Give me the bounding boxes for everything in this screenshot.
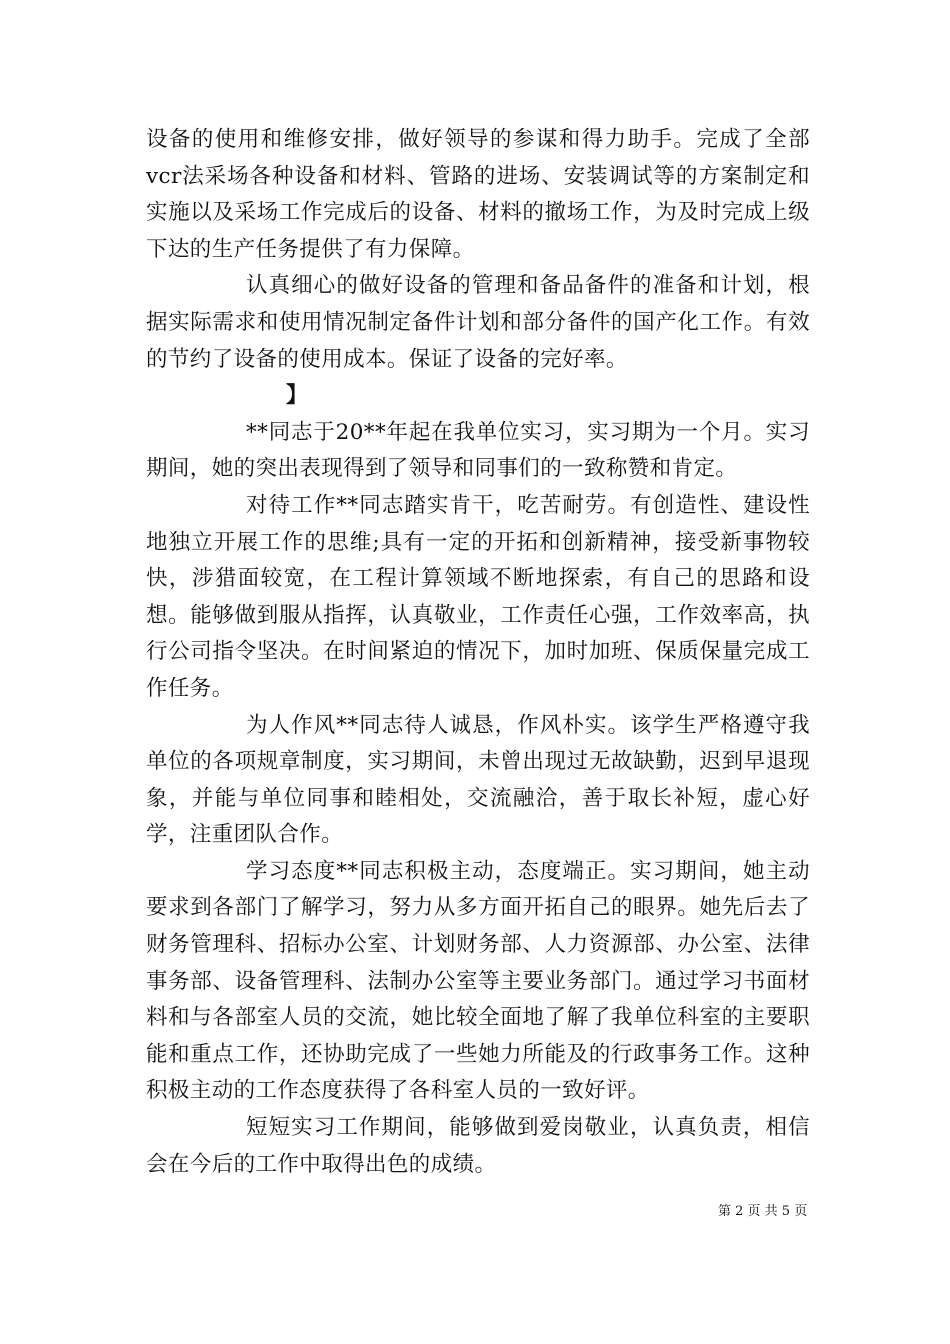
paragraph-conclusion: 短短实习工作期间，能够做到爱岗敬业，认真负责，相信会在今后的工作中取得出色的成绩。 (146, 1115, 810, 1177)
paragraph-personal-style: 为人作风**同志待人诚恳，作风朴实。该学生严格遵守我单位的各项规章制度，实习期间，未曾出现过无故缺勤，迟到早退现象，并能与单位同事和睦相处，交流融洽，善于取长补短，虚心好学，注重团队合作。 (146, 712, 810, 848)
paragraph-work-attitude: 对待工作**同志踏实肯干，吃苦耐劳。有创造性、建设性地独立开展工作的思维;具有一定的开拓和创新精神，接受新事物较快，涉猎面较宽，在工程计算领域不断地探索，有自己的思路和设想。能够做到服从指挥，认真敬业，工作责任心强，工作效率高，执行公司指令坚决。在时间紧迫的情况下，加时加班、保质保量完成工作任务。 (146, 492, 810, 701)
paragraph-equipment-maintenance: 设备的使用和维修安排，做好领导的参谋和得力助手。完成了全部vcr法采场各种设备和材料、管路的进场、安装调试等的方案制定和实施以及采场工作完成后的设备、材料的撤场工作，为及时完成上级下达的生产任务提供了有力保障。 (146, 127, 810, 262)
page-number: 第 2 页 共 5 页 (718, 1204, 808, 1219)
bracket-mark: 】 (286, 383, 308, 409)
body-text (146, 122, 810, 1183)
paragraph-internship-intro: **同志于20**年起在我单位实习，实习期为一个月。实习期间，她的突出表现得到了领导和同事们的一致称赞和肯定。 (146, 419, 810, 482)
paragraph-spare-parts: 认真细心的做好设备的管理和备品备件的准备和计划，根据实际需求和使用情况制定备件计划和部分备件的国产化工作。有效的节约了设备的使用成本。保证了设备的完好率。 (146, 273, 810, 372)
paragraph-learning-attitude: 学习态度**同志积极主动，态度端正。实习期间，她主动要求到各部门了解学习，努力从多方面开拓自己的眼界。她先后去了财务管理科、招标办公室、计划财务部、人力资源部、办公室、法律事务部、设备管理科、法制办公室等主要业务部门。通过学习书面材料和与各部室人员的交流，她比较全面地了解了我单位科室的主要职能和重点工作，还协助完成了一些她力所能及的行政事务工作。这种积极主动的工作态度获得了各科室人员的一致好评。 (146, 858, 810, 1104)
